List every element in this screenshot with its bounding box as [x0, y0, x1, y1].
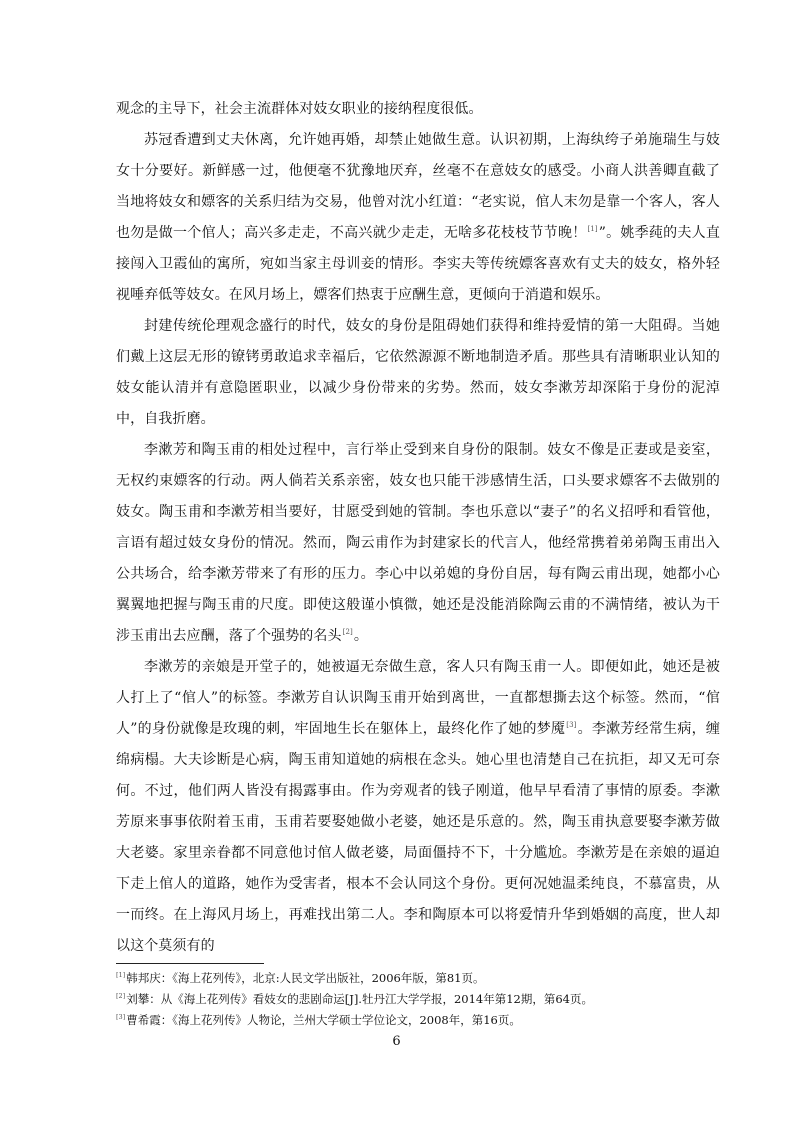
footnote-3: [116, 1010, 726, 1031]
body-text: [116, 94, 720, 962]
paragraph-3-text: 封建传统伦理观念盛行的时代，妓女的身份是阻碍她们获得和维持爱情的第一大阻碍。当她们戴上这层无形的镣铐勇敢追求幸福后，它依然源源不断地制造矛盾。那些具有清晰职业认知的妓女能认清并有意隐匿职业，以减少身份带来的劣势。然而，妓女李漱芳却深陷于身份的泥淖中，自我折磨。: [116, 318, 720, 427]
paragraph-4: [116, 435, 720, 652]
footnote-2: [116, 989, 726, 1010]
paragraph-1-text: 观念的主导下，社会主流群体对妓女职业的接纳程度很低。: [116, 101, 483, 117]
paragraph-1: [116, 94, 720, 125]
footnote-ref-1: [1]: [587, 225, 598, 233]
paragraph-5-text-b: 。李漱芳经常生病，缠绵病榻。大夫诊断是心病，陶玉甫知道她的病根在念头。她心里也清楚自己在抗拒，却又无可奈何。不过，他们两人皆没有揭露事由。作为旁观者的钱子刚道，他早早看清了事情的原委。李漱芳原来事事依附着玉甫，玉甫若要娶她做小老婆，她还是乐意的。然，陶玉甫执意要娶李漱芳做大老婆。家里亲眷都不同意他讨倌人做老婆，局面僵持不下，十分尴尬。李漱芳是在亲娘的逼迫下走上倌人的道路，她作为受害者，根本不会认同这个身份。更何况她温柔纯良，不慕富贵，从一而终。在上海风月场上，再难找出第二人。李和陶原本可以将爱情升华到婚姻的高度，世人却以这个莫须有的: [116, 721, 720, 954]
footnote-mark-3: [3]: [116, 1013, 126, 1021]
paragraph-4-text-a: 李漱芳和陶玉甫的相处过程中，言行举止受到来自身份的限制。妓女不像是正妻或是妾室，无权约束嫖客的行动。两人倘若关系亲密，妓女也只能干涉感情生活，口头要求嫖客不去做别的妓女。陶玉甫和李漱芳相当要好，甘愿受到她的管制。李也乐意以“妻子”的名义招呼和看管他，言语有超过妓女身份的情况。然而，陶云甫作为封建家长的代言人，他经常携着弟弟陶玉甫出入公共场合，给李漱芳带来了有形的压力。李心中以弟媳的身份自居，每有陶云甫出现，她都小心翼翼地把握与陶玉甫的尺度。即使这般谨小慎微，她还是没能消除陶云甫的不满情绪，被认为干涉玉甫出去应酬，落了个强势的名头: [116, 442, 720, 644]
paragraph-5: [116, 652, 720, 962]
footnote-text-3: 曹希霞：《海上花列传》人物论，兰州大学硕士学位论文，2008年，第16页。: [126, 1013, 521, 1027]
paragraph-2-text-a: 苏冠香遭到丈夫休离，允许她再婚，却禁止她做生意。认识初期，上海纨绔子弟施瑞生与妓女十分要好。新鲜感一过，他便毫不犹豫地厌弃，丝毫不在意妓女的感受。小商人洪善卿直截了当地将妓女和嫖客的关系归结为交易，他曾对沈小红道：“老实说，倌人末勿是靠一个客人，客人也勿是做一个倌人；高兴多走走，不高兴就少走走，无啥多花枝枝节节晚！: [116, 132, 720, 241]
footnote-text-2: 刘攀：从《海上花列传》看妓女的悲剧命运[J].牡丹江大学学报，2014年第12期，第64页。: [126, 992, 593, 1006]
footnote-mark-2: [2]: [116, 992, 126, 1000]
footnote-divider: [116, 963, 264, 964]
page-number: 6: [392, 1034, 401, 1049]
paragraph-3: [116, 311, 720, 435]
paragraph-4-text-b: 。: [353, 628, 368, 644]
footnote-1: [116, 968, 726, 989]
paragraph-5-text-a: 李漱芳的亲娘是开堂子的，她被逼无奈做生意，客人只有陶玉甫一人。即便如此，她还是被人打上了“倌人”的标签。李漱芳自认识陶玉甫开始到离世，一直都想撕去这个标签。然而，“倌人”的身份就像是玫瑰的刺，牢固地生长在躯体上，最终化作了她的梦魇: [116, 659, 720, 737]
footnote-ref-2: [2]: [342, 628, 353, 636]
paragraph-2-text-b: ”。姚季莼的夫人直接闯入卫霞仙的寓所，宛如当家主母训妾的情形。李实夫等传统嫖客喜欢有丈夫的妓女，格外轻视唾弃低等妓女。在风月场上，嫖客们热衷于应酬生意，更倾向于消遣和娱乐。: [116, 225, 720, 303]
footnote-text-1: 韩邦庆：《海上花列传》，北京:人民文学出版社，2006年版，第81页。: [126, 971, 485, 985]
footnotes: [116, 968, 726, 1031]
footnote-ref-3: [3]: [566, 721, 577, 729]
footnote-mark-1: [1]: [116, 971, 126, 979]
paragraph-2: [116, 125, 720, 311]
